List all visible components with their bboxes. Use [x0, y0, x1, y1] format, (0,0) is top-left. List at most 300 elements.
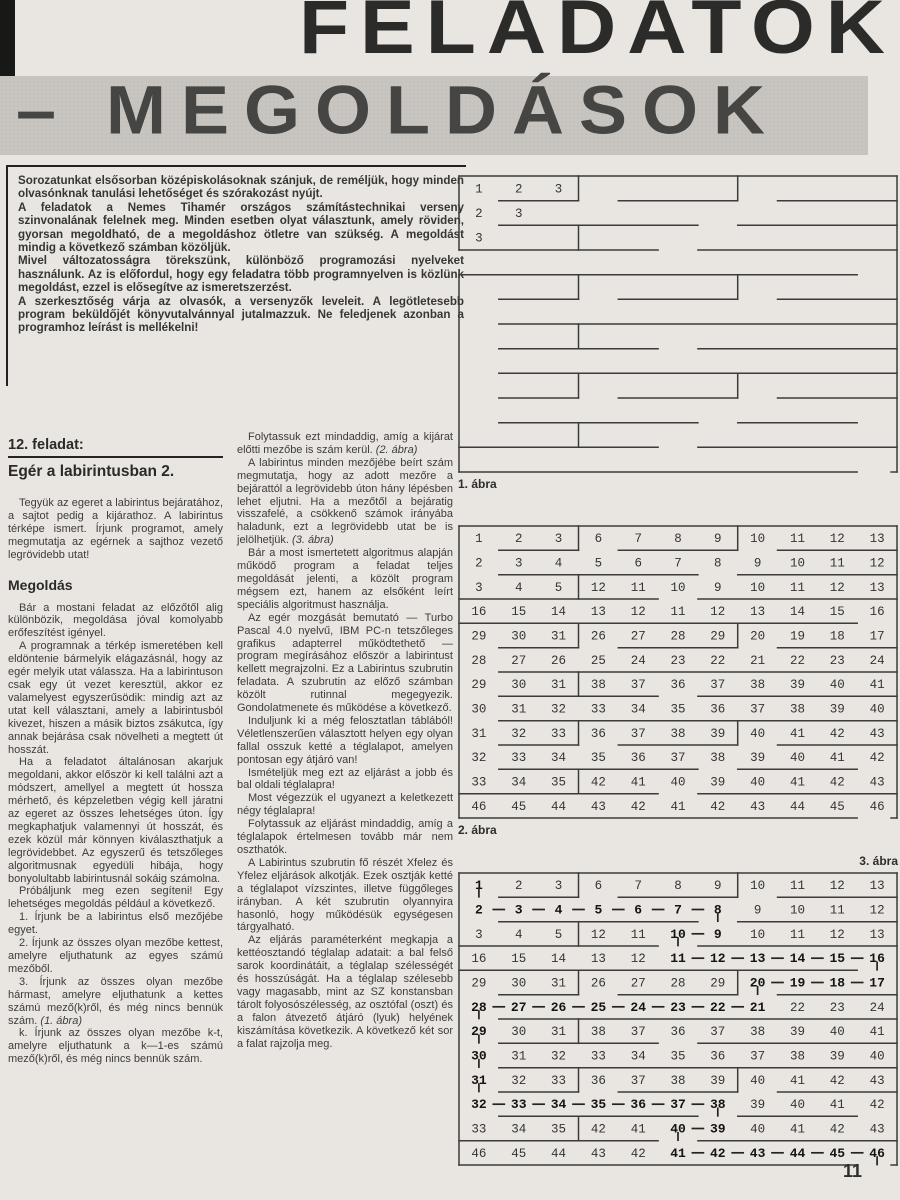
- svg-text:9: 9: [753, 556, 762, 571]
- svg-text:35: 35: [590, 751, 606, 766]
- svg-text:43: 43: [590, 1146, 606, 1161]
- svg-text:8: 8: [713, 902, 722, 918]
- svg-text:11: 11: [789, 879, 806, 894]
- figure3-caption: 3. ábra: [859, 854, 898, 868]
- paragraph: [18, 174, 464, 201]
- svg-text:38: 38: [710, 751, 726, 766]
- svg-text:38: 38: [709, 1097, 726, 1113]
- paragraph: [237, 547, 453, 612]
- paragraph: [237, 457, 453, 547]
- svg-text:36: 36: [710, 1049, 726, 1064]
- svg-text:39: 39: [709, 1121, 726, 1137]
- intro-box: [6, 165, 466, 386]
- svg-text:11: 11: [829, 903, 845, 918]
- svg-text:2: 2: [514, 182, 523, 197]
- svg-text:11: 11: [789, 532, 806, 547]
- svg-text:22: 22: [789, 653, 806, 668]
- svg-text:29: 29: [471, 1024, 487, 1040]
- svg-text:8: 8: [714, 556, 722, 571]
- svg-text:17: 17: [869, 629, 885, 644]
- page-title: FELADATOK: [298, 0, 896, 70]
- svg-text:34: 34: [511, 1122, 527, 1137]
- svg-text:26: 26: [550, 999, 567, 1015]
- svg-text:46: 46: [471, 1146, 487, 1161]
- svg-text:27: 27: [630, 629, 646, 644]
- paragraph: [237, 792, 453, 818]
- svg-text:38: 38: [789, 702, 806, 717]
- svg-text:2: 2: [475, 556, 483, 571]
- svg-text:40: 40: [750, 726, 766, 741]
- svg-text:11: 11: [789, 580, 806, 595]
- svg-text:35: 35: [670, 702, 686, 717]
- svg-text:32: 32: [471, 751, 487, 766]
- svg-text:38: 38: [590, 678, 606, 693]
- svg-text:41: 41: [630, 1122, 646, 1137]
- svg-text:31: 31: [550, 678, 567, 693]
- svg-text:29: 29: [471, 629, 487, 644]
- svg-text:9: 9: [714, 879, 722, 894]
- svg-text:36: 36: [630, 1097, 647, 1113]
- svg-text:31: 31: [511, 1049, 527, 1064]
- svg-text:30: 30: [511, 629, 527, 644]
- figure3-maze-path-svg: [457, 871, 899, 1167]
- svg-text:2: 2: [514, 532, 523, 547]
- svg-text:21: 21: [749, 999, 766, 1015]
- svg-text:26: 26: [590, 629, 606, 644]
- svg-text:31: 31: [471, 726, 487, 741]
- svg-text:27: 27: [511, 653, 527, 668]
- svg-text:14: 14: [789, 605, 806, 620]
- paragraph: [18, 201, 464, 255]
- svg-text:25: 25: [590, 653, 606, 668]
- svg-text:38: 38: [750, 678, 766, 693]
- text-run: A szerkesztőség várja az olvasók, a versenyzők leveleit. A legötletesebb program beküldőjét könyvutalvánnyal jutalmazzuk. Ne feledjenek azonban a programhoz leírást is mellékelni!: [18, 294, 464, 335]
- svg-text:38: 38: [670, 1073, 686, 1088]
- text-run: A programnak a térkép ismeretében kell eldöntenie bármelyik elágazásnál, hogy az egér melyik utat válassza. Ha a labirintuson csak egy út vezet keresztül, akkor ez valamelyest egyszerűsödik: mindig azt az utat kell választani, amely a labirintusból kivezet, hiszen a másik biztos zsákutca, így annak bejárása csak növelheti a megtett út hosszát.: [8, 640, 223, 756]
- svg-text:36: 36: [710, 702, 726, 717]
- svg-text:30: 30: [471, 1048, 487, 1064]
- svg-text:12: 12: [829, 580, 845, 595]
- svg-text:31: 31: [550, 629, 567, 644]
- svg-text:3: 3: [475, 580, 483, 595]
- svg-text:13: 13: [590, 952, 606, 967]
- svg-text:10: 10: [750, 927, 766, 942]
- svg-text:7: 7: [674, 556, 682, 571]
- svg-text:10: 10: [789, 903, 806, 918]
- svg-text:32: 32: [511, 1073, 527, 1088]
- svg-text:5: 5: [594, 556, 603, 571]
- svg-text:2: 2: [474, 902, 483, 918]
- svg-text:12: 12: [590, 580, 606, 595]
- svg-text:36: 36: [590, 1073, 606, 1088]
- svg-text:2: 2: [475, 207, 483, 221]
- svg-text:41: 41: [789, 726, 806, 741]
- svg-text:11: 11: [829, 556, 845, 571]
- svg-text:9: 9: [753, 903, 762, 918]
- svg-text:12: 12: [709, 951, 726, 967]
- svg-text:42: 42: [829, 1073, 845, 1088]
- svg-text:13: 13: [590, 605, 606, 620]
- svg-text:23: 23: [829, 653, 845, 668]
- svg-text:23: 23: [670, 999, 686, 1015]
- svg-text:21: 21: [750, 653, 766, 668]
- svg-text:11: 11: [670, 951, 686, 967]
- svg-text:46: 46: [471, 799, 487, 814]
- left-column: [8, 437, 223, 1066]
- svg-text:29: 29: [710, 629, 726, 644]
- svg-text:42: 42: [709, 1145, 726, 1161]
- svg-text:4: 4: [514, 927, 523, 942]
- svg-text:5: 5: [554, 927, 563, 942]
- paragraph: [8, 937, 223, 976]
- svg-text:14: 14: [550, 605, 567, 620]
- svg-text:33: 33: [510, 1097, 527, 1113]
- svg-text:11: 11: [630, 927, 646, 942]
- text-run: Próbáljunk meg ezen segíteni! Egy lehetséges megoldás például a következő.: [8, 885, 223, 911]
- text-run: (3. ábra): [292, 534, 334, 547]
- svg-text:13: 13: [869, 532, 885, 547]
- text-run: Bár a most ismertetett algoritmus alapján működő program a feladat teljes megoldását jelenti, a közölt program mégsem ezt, hanem az elsőként leírt speciális algoritmust használja.: [237, 547, 453, 611]
- svg-text:1: 1: [475, 532, 483, 547]
- text-run: 3. Írjunk az összes olyan mezőbe hármast, amelyre eljuthatunk a kettes számú mező(k)ről, és még nincs bennük szám.: [8, 975, 223, 1027]
- svg-text:10: 10: [789, 556, 806, 571]
- text-run: 1. Írjunk be a labirintus első mezőjébe egyet.: [8, 911, 223, 937]
- svg-text:13: 13: [749, 951, 766, 967]
- paragraph: [237, 767, 453, 793]
- svg-text:16: 16: [869, 951, 885, 967]
- text-run: Most végezzük el ugyanezt a keletkezett négy téglalapra!: [237, 792, 453, 818]
- text-run: Induljunk ki a még felosztatlan táblából! Véletlenszerűen választott helyen egy olyan fallal osszuk ketté a téglalapot, amelyen pontosan egy átjáró van!: [237, 714, 453, 766]
- svg-text:42: 42: [630, 1146, 646, 1161]
- svg-text:10: 10: [670, 926, 686, 942]
- svg-text:12: 12: [829, 879, 845, 894]
- svg-text:7: 7: [674, 902, 682, 918]
- text-run: Sorozatunkat elsősorban középiskolásoknak szánjuk, de reméljük, hogy minden olvasónknak tanulási lehetőséget és szórakozást nyújt.: [18, 174, 464, 201]
- svg-text:10: 10: [750, 879, 766, 894]
- svg-text:7: 7: [634, 879, 642, 894]
- svg-text:42: 42: [829, 775, 845, 790]
- svg-text:41: 41: [670, 1145, 686, 1161]
- svg-text:28: 28: [670, 629, 686, 644]
- svg-text:15: 15: [511, 952, 527, 967]
- svg-text:10: 10: [750, 532, 766, 547]
- svg-text:3: 3: [475, 231, 483, 246]
- svg-text:41: 41: [670, 799, 686, 814]
- svg-text:9: 9: [713, 926, 722, 942]
- svg-text:12: 12: [829, 927, 845, 942]
- svg-text:33: 33: [511, 751, 527, 766]
- svg-text:11: 11: [630, 580, 646, 595]
- svg-text:3: 3: [475, 927, 483, 942]
- svg-text:40: 40: [829, 678, 845, 693]
- svg-text:14: 14: [789, 951, 806, 967]
- svg-text:9: 9: [714, 580, 722, 595]
- svg-text:24: 24: [869, 1000, 885, 1015]
- svg-text:19: 19: [789, 975, 806, 991]
- svg-text:33: 33: [590, 1049, 606, 1064]
- svg-text:33: 33: [471, 1122, 487, 1137]
- svg-text:37: 37: [750, 1049, 766, 1064]
- svg-text:35: 35: [550, 775, 567, 790]
- text-run: 2. Írjunk az összes olyan mezőbe kettest, amelyre eljuthatunk az egyes számú mezőből.: [8, 937, 223, 975]
- svg-text:42: 42: [869, 751, 885, 766]
- svg-text:12: 12: [710, 605, 726, 620]
- paragraph: [8, 497, 223, 562]
- svg-text:40: 40: [789, 1098, 806, 1113]
- paragraph: [237, 431, 453, 457]
- svg-text:29: 29: [471, 678, 487, 693]
- solution-text-part1: [8, 602, 223, 1067]
- svg-text:43: 43: [869, 726, 885, 741]
- text-run: (1. ábra): [40, 1014, 82, 1027]
- task-label: 12. feladat:: [8, 437, 223, 458]
- svg-text:33: 33: [550, 726, 567, 741]
- svg-text:32: 32: [550, 1049, 567, 1064]
- svg-text:24: 24: [630, 999, 647, 1015]
- svg-text:33: 33: [471, 775, 487, 790]
- text-run: Folytassuk ezt mindaddig, amíg a kijárat előtti mezőbe is szám kerül.: [237, 431, 453, 456]
- svg-text:27: 27: [630, 976, 646, 991]
- svg-text:30: 30: [511, 976, 527, 991]
- svg-text:16: 16: [869, 605, 885, 620]
- svg-text:23: 23: [670, 653, 686, 668]
- svg-text:26: 26: [550, 653, 567, 668]
- svg-text:10: 10: [670, 580, 686, 595]
- svg-text:14: 14: [550, 952, 567, 967]
- svg-text:27: 27: [510, 999, 527, 1015]
- svg-text:37: 37: [630, 1073, 646, 1088]
- svg-text:33: 33: [590, 702, 606, 717]
- paragraph: [237, 612, 453, 715]
- svg-text:37: 37: [630, 678, 646, 693]
- svg-text:2: 2: [514, 879, 523, 894]
- svg-text:42: 42: [590, 775, 606, 790]
- svg-text:4: 4: [554, 902, 563, 918]
- text-run: k. Írjunk az összes olyan mezőbe k-t, amelyre eljuthatunk a k—1-es számú mező(k)ről, és még nincs bennük szám.: [8, 1027, 223, 1066]
- svg-text:39: 39: [829, 1049, 845, 1064]
- svg-text:37: 37: [630, 1025, 646, 1040]
- svg-text:41: 41: [789, 775, 806, 790]
- svg-text:29: 29: [471, 976, 487, 991]
- svg-text:38: 38: [789, 1049, 806, 1064]
- svg-text:46: 46: [869, 1145, 885, 1161]
- svg-text:44: 44: [789, 799, 806, 814]
- paragraph: [8, 1027, 223, 1066]
- figure2-caption: 2. ábra: [458, 823, 497, 837]
- svg-text:39: 39: [750, 751, 766, 766]
- svg-text:39: 39: [710, 1073, 726, 1088]
- svg-text:41: 41: [829, 751, 845, 766]
- svg-text:42: 42: [829, 1122, 845, 1137]
- svg-text:41: 41: [869, 678, 885, 693]
- svg-text:3: 3: [554, 182, 563, 197]
- svg-text:13: 13: [869, 879, 885, 894]
- svg-text:15: 15: [511, 605, 527, 620]
- svg-text:22: 22: [709, 999, 726, 1015]
- svg-text:37: 37: [670, 1097, 686, 1113]
- svg-text:45: 45: [511, 799, 527, 814]
- svg-text:12: 12: [590, 927, 606, 942]
- svg-text:32: 32: [471, 1097, 487, 1113]
- svg-text:32: 32: [550, 702, 567, 717]
- svg-text:39: 39: [789, 678, 806, 693]
- svg-text:43: 43: [749, 1145, 766, 1161]
- svg-text:43: 43: [750, 799, 766, 814]
- svg-text:34: 34: [630, 1049, 646, 1064]
- svg-text:28: 28: [471, 999, 487, 1015]
- svg-text:40: 40: [750, 775, 766, 790]
- svg-text:13: 13: [869, 927, 885, 942]
- svg-text:22: 22: [789, 1000, 806, 1015]
- text-run: Az egér mozgását bemutató — Turbo Pascal 4.0 nyelvű, IBM PC-n tetszőleges grafikus adapterrel működtethető — program megírásához először a labirintust kellett megrajzolni. Ez a Labirintus szubrutin feladata. A szubrutin az előző számban közölt rutinnal megegyezik. Gondolatmenete és működése a következő.: [237, 611, 453, 715]
- svg-text:42: 42: [590, 1122, 606, 1137]
- svg-text:13: 13: [869, 580, 885, 595]
- svg-text:24: 24: [869, 653, 885, 668]
- svg-text:35: 35: [590, 1097, 607, 1113]
- text-run: Bár a mostani feladat az előzőtől alig különbözik, megoldása jóval komolyabb erőfeszítést igényel.: [8, 601, 223, 640]
- task-description: [8, 497, 223, 562]
- text-run: Tegyük az egeret a labirintus bejáratához, a sajtot pedig a kijárathoz. A labirintus térképe ismert. Írjunk programot, amely megmutatja az egérnek a sajthoz vezető legrövidebb utat!: [8, 497, 223, 561]
- paragraph: [237, 934, 453, 1050]
- svg-text:38: 38: [670, 726, 686, 741]
- svg-text:3: 3: [554, 532, 563, 547]
- svg-text:9: 9: [714, 532, 722, 547]
- svg-text:38: 38: [750, 1025, 766, 1040]
- svg-text:13: 13: [750, 605, 766, 620]
- svg-text:30: 30: [471, 702, 487, 717]
- svg-text:3: 3: [514, 207, 523, 221]
- svg-text:12: 12: [869, 556, 885, 571]
- text-run: Az eljárás paraméterként megkapja a kettéosztandó téglalap adatait: a bal felső sarok koordinátáit, a téglalap szélességét és hosszúságát. Ha a téglalap szélesebb vagy magasabb, mint az SZ konstansban tárolt folyosószélesség, az osztófal (oszt) és a falon átvezető átjáró (lyuk) helyének kiszámítása következik. A következő két sor a falat rajzolja meg.: [237, 934, 453, 1050]
- svg-text:6: 6: [594, 879, 603, 894]
- paragraph: [8, 976, 223, 1028]
- task-title: Egér a labirintusban 2.: [8, 463, 175, 480]
- svg-text:41: 41: [829, 1098, 845, 1113]
- banner-title: – MEGOLDÁSOK: [16, 72, 781, 149]
- svg-text:43: 43: [869, 775, 885, 790]
- svg-text:42: 42: [869, 1098, 885, 1113]
- svg-text:34: 34: [630, 702, 646, 717]
- svg-text:18: 18: [829, 975, 846, 991]
- svg-text:43: 43: [869, 1122, 885, 1137]
- svg-text:43: 43: [869, 1073, 885, 1088]
- svg-text:33: 33: [550, 1073, 567, 1088]
- middle-column: [237, 431, 453, 1051]
- svg-text:16: 16: [471, 605, 487, 620]
- svg-text:45: 45: [511, 1146, 527, 1161]
- svg-text:46: 46: [869, 799, 885, 814]
- svg-text:36: 36: [590, 726, 606, 741]
- svg-text:7: 7: [634, 532, 642, 547]
- text-run: A labirintus minden mezőjébe beírt szám megmutatja, hogy az adott mezőre a bejárattól a legrövidebb úton hány lépésben lehet eljutni. Ha a mezőtől a bejáratig visszafelé, a csökkenő számok irányába haladunk, ezt a legrövidebb utat be is jelölhetjük.: [237, 456, 453, 547]
- svg-text:38: 38: [590, 1025, 606, 1040]
- svg-text:36: 36: [670, 678, 686, 693]
- svg-text:12: 12: [869, 903, 885, 918]
- svg-text:25: 25: [590, 999, 607, 1015]
- svg-text:10: 10: [750, 580, 766, 595]
- svg-text:34: 34: [550, 751, 567, 766]
- paragraph: [237, 818, 453, 857]
- svg-text:31: 31: [550, 976, 567, 991]
- svg-text:40: 40: [829, 1025, 845, 1040]
- svg-text:39: 39: [710, 775, 726, 790]
- svg-text:41: 41: [789, 1122, 806, 1137]
- svg-text:19: 19: [789, 629, 806, 644]
- svg-text:37: 37: [710, 678, 726, 693]
- text-run: Ha a feladatot általánosan akarjuk megoldani, akkor először ki kell találni azt a módszert, amellyel a megtett út hossza mérhető, és képzeletben végig kell járatni az egeret az összes lehetséges úton. Így megkaphatjuk valamennyi út hosszát, és ezek közül már könnyen kiválaszthatjuk a legrövidebbet. Az egyszerű és tetszőleges algoritmusnak egyedüli hibája, hogy bonyolultabb labirintusnál sokáig számolna.: [8, 756, 223, 885]
- svg-text:3: 3: [554, 879, 563, 894]
- svg-text:4: 4: [514, 580, 523, 595]
- paragraph: [8, 885, 223, 911]
- svg-text:40: 40: [750, 1073, 766, 1088]
- svg-text:36: 36: [630, 751, 646, 766]
- figure2-maze-numbers-svg: [457, 524, 899, 820]
- paragraph: [237, 715, 453, 767]
- svg-text:42: 42: [710, 799, 726, 814]
- svg-text:8: 8: [674, 879, 682, 894]
- svg-text:44: 44: [789, 1145, 806, 1161]
- svg-text:31: 31: [471, 1072, 487, 1088]
- svg-text:44: 44: [550, 1146, 567, 1161]
- solution-heading: Megoldás: [8, 576, 73, 593]
- svg-text:37: 37: [750, 702, 766, 717]
- svg-text:4: 4: [554, 556, 563, 571]
- svg-text:1: 1: [474, 878, 483, 894]
- svg-text:12: 12: [630, 605, 646, 620]
- svg-text:39: 39: [710, 726, 726, 741]
- svg-text:18: 18: [829, 629, 845, 644]
- svg-text:15: 15: [829, 605, 845, 620]
- svg-text:32: 32: [511, 726, 527, 741]
- svg-text:35: 35: [550, 1122, 567, 1137]
- svg-text:42: 42: [630, 799, 646, 814]
- svg-text:11: 11: [670, 605, 686, 620]
- svg-text:37: 37: [630, 726, 646, 741]
- page-number: 11: [843, 1161, 863, 1181]
- paragraph: [8, 640, 223, 756]
- svg-text:30: 30: [511, 1025, 527, 1040]
- svg-text:42: 42: [829, 726, 845, 741]
- svg-text:12: 12: [829, 532, 845, 547]
- svg-text:34: 34: [511, 775, 527, 790]
- svg-text:34: 34: [550, 1097, 567, 1113]
- svg-text:31: 31: [550, 1025, 567, 1040]
- svg-text:11: 11: [789, 927, 806, 942]
- paragraph: [18, 254, 464, 294]
- title-banner: [0, 72, 868, 155]
- svg-text:12: 12: [630, 952, 646, 967]
- svg-text:40: 40: [670, 775, 686, 790]
- svg-text:1: 1: [475, 182, 483, 197]
- svg-text:31: 31: [511, 702, 527, 717]
- svg-text:5: 5: [594, 902, 603, 918]
- svg-text:40: 40: [670, 1121, 686, 1137]
- svg-text:6: 6: [634, 902, 643, 918]
- svg-text:40: 40: [869, 1049, 885, 1064]
- svg-text:41: 41: [869, 1025, 885, 1040]
- svg-text:20: 20: [749, 975, 766, 991]
- svg-text:16: 16: [471, 952, 487, 967]
- svg-text:35: 35: [670, 1049, 686, 1064]
- svg-text:28: 28: [670, 976, 686, 991]
- text-run: Mivel változatosságra törekszünk, különböző programozási nyelveket használunk. Az is előfordul, hogy egy feladatra több programnyelven is közlünk megoldást, ezzel is elősegítve az ismeretszerzést.: [18, 254, 464, 295]
- svg-text:3: 3: [514, 556, 523, 571]
- svg-text:20: 20: [750, 629, 766, 644]
- svg-text:45: 45: [829, 1145, 846, 1161]
- svg-text:40: 40: [789, 751, 806, 766]
- svg-text:39: 39: [789, 1025, 806, 1040]
- figure1-maze-svg: [457, 174, 899, 474]
